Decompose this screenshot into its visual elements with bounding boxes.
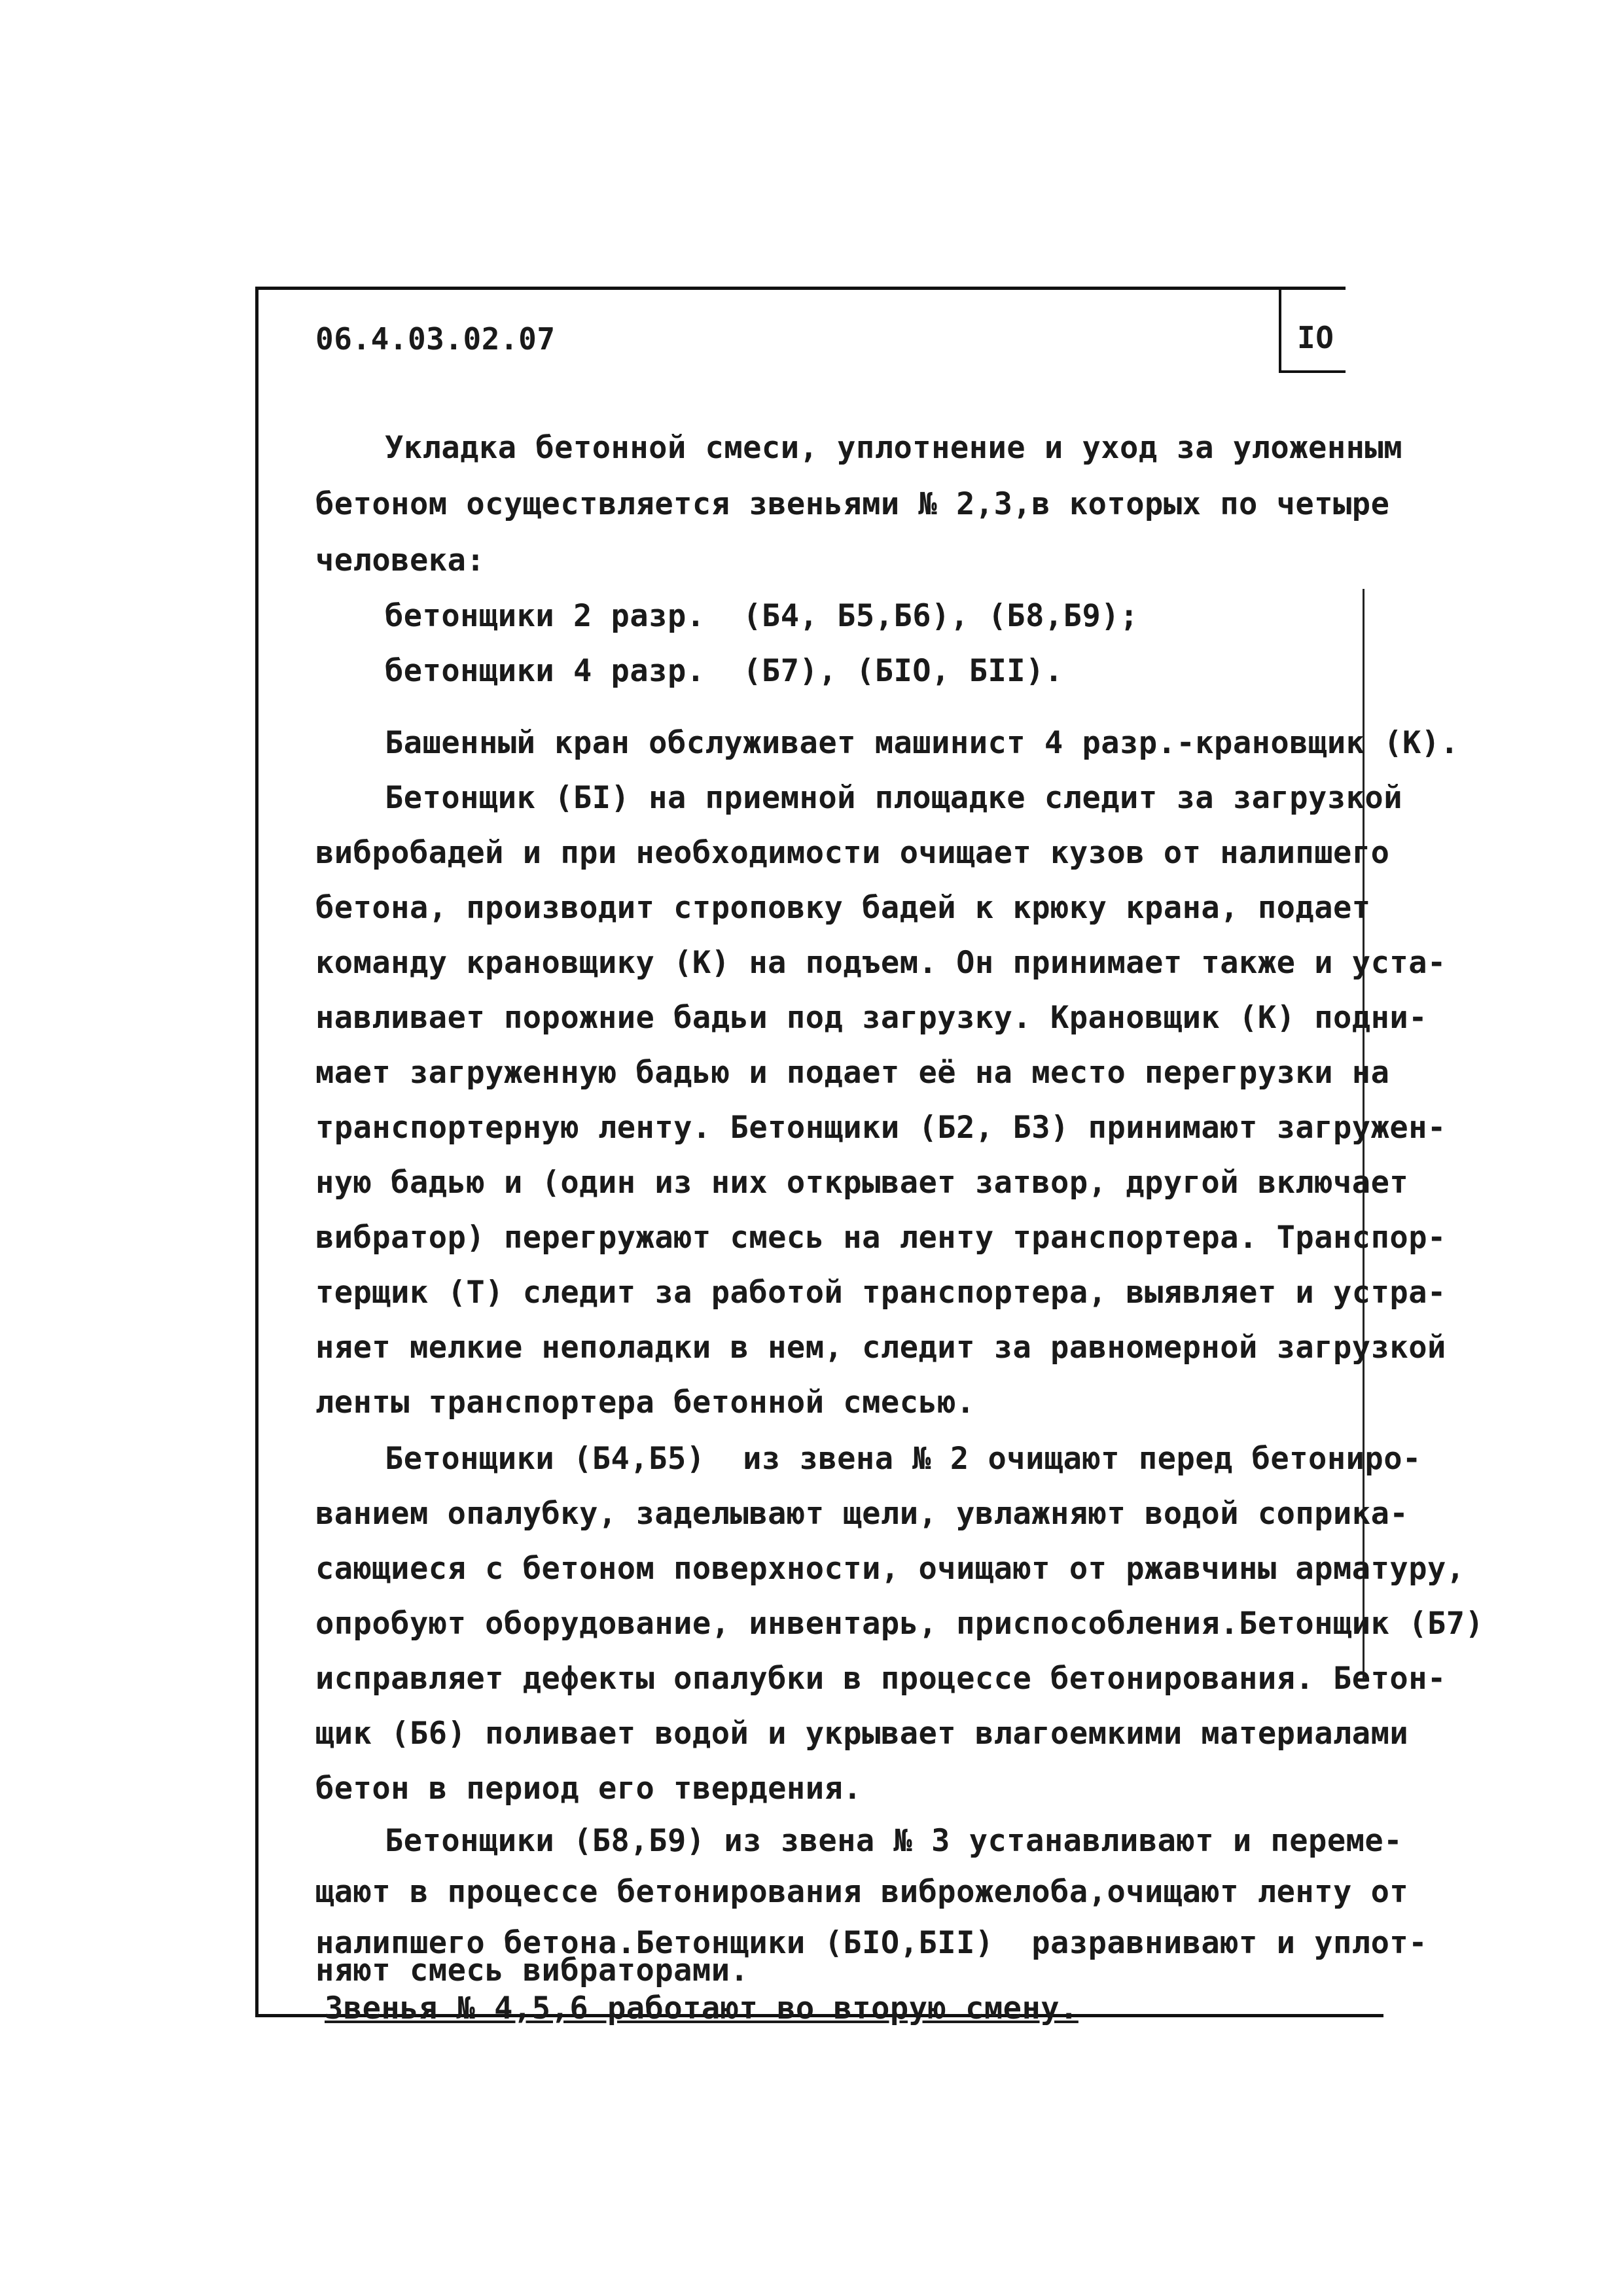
text-line: бетона, производит строповку бадей к крюку крана, подает: [315, 890, 1371, 926]
page-number-box-bottom: [1279, 370, 1346, 373]
text-line: Бетонщики (Б4,Б5) из звена № 2 очищают перед бетониро-: [385, 1441, 1421, 1477]
page-number: IO: [1297, 320, 1334, 355]
text-line: бетонщики 4 разр. (Б7), (БIO, БII).: [385, 653, 1063, 689]
page-number-box-left: [1279, 287, 1281, 373]
text-line: бетоном осуществляется звеньями № 2,3,в которых по четыре: [315, 486, 1390, 522]
text-line: навливает порожние бадьи под загрузку. Крановщик (К) подни-: [315, 1000, 1427, 1036]
text-line: Бетонщик (БI) на приемной площадке следит за загрузкой: [385, 780, 1403, 816]
text-line: транспортерную ленту. Бетонщики (Б2, Б3) принимают загружен-: [315, 1110, 1446, 1146]
text-line: терщик (Т) следит за работой транспортера, выявляет и устра-: [315, 1275, 1446, 1311]
text-line: бетон в период его твердения.: [315, 1771, 863, 1807]
text-line: мает загруженную бадью и подает её на место перегрузки на: [315, 1055, 1390, 1091]
text-line: человека:: [315, 542, 486, 578]
text-line: исправляет дефекты опалубки в процессе бетонирования. Бетон-: [315, 1661, 1446, 1697]
text-line: вибробадей и при необходимости очищает кузов от налипшего: [315, 835, 1390, 871]
text-line: бетонщики 2 разр. (Б4, Б5,Б6), (Б8,Б9);: [385, 598, 1139, 634]
text-line: няют смесь вибраторами.: [315, 1952, 749, 1988]
text-line: ную бадью и (один из них открывает затвор, другой включает: [315, 1165, 1409, 1201]
text-line: сающиеся с бетоном поверхности, очищают от ржавчины арматуру,: [315, 1551, 1465, 1587]
text-line: опробуют оборудование, инвентарь, приспособления.Бетонщик (Б7): [315, 1606, 1484, 1642]
text-line: Башенный кран обслуживает машинист 4 разр.-крановщик (К).: [385, 725, 1459, 761]
text-line: Бетонщики (Б8,Б9) из звена № 3 устанавливают и переме-: [385, 1823, 1403, 1859]
text-line: Укладка бетонной смеси, уплотнение и уход за уложенным: [385, 430, 1403, 466]
text-line: няет мелкие неполадки в нем, следит за равномерной загрузкой: [315, 1330, 1446, 1366]
frame-left-border: [255, 287, 259, 2015]
text-line: ленты транспортера бетонной смесью.: [315, 1385, 975, 1421]
text-line: команду крановщику (К) на подъем. Он принимает также и уста-: [315, 945, 1446, 981]
frame-top-border: [255, 287, 1346, 290]
text-line: вибратор) перегружают смесь на ленту транспортера. Транспор-: [315, 1220, 1446, 1256]
text-line: Звенья № 4,5,6 работают во вторую смену.: [325, 1990, 1079, 2026]
document-code: 06.4.03.02.07: [315, 321, 556, 357]
text-line: щик (Б6) поливает водой и укрывает влагоемкими материалами: [315, 1716, 1409, 1752]
text-line: щают в процессе бетонирования виброжелоба,очищают ленту от: [315, 1874, 1409, 1910]
text-line: налипшего бетона.Бетонщики (БIO,БII) разравнивают и уплот-: [315, 1925, 1427, 1961]
text-line: ванием опалубку, заделывают щели, увлажняют водой соприка-: [315, 1496, 1409, 1532]
